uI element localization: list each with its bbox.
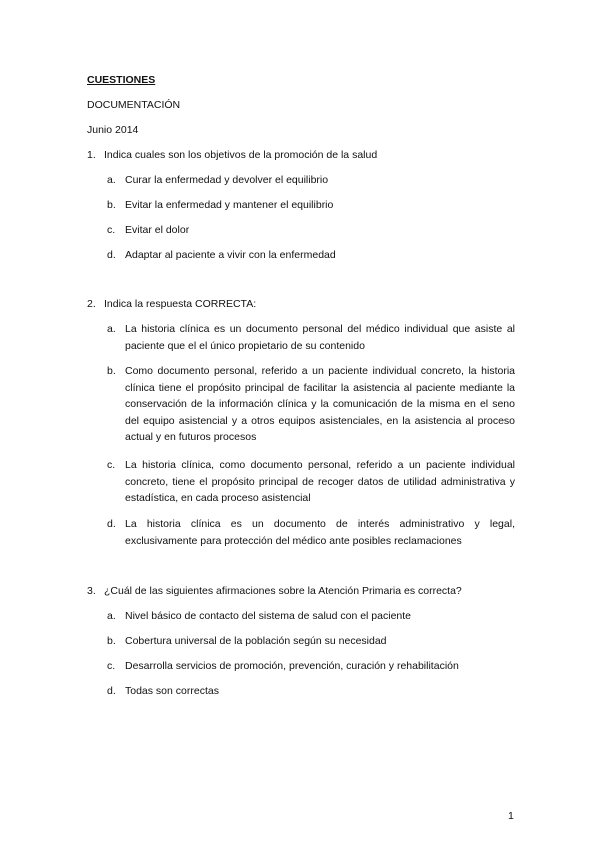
option-text: La historia clínica, como documento personal, referido a un paciente individual concreto, tiene el propósito principal de recoger datos de utilidad administrativa y estadística, en cada proceso asistencial bbox=[125, 459, 515, 504]
option-letter: d. bbox=[107, 249, 116, 261]
option-letter: d. bbox=[107, 685, 116, 697]
option-letter: a. bbox=[107, 610, 116, 622]
page-number: 1 bbox=[508, 810, 514, 822]
option-text: La historia clínica es un documento personal del médico individual que asiste al paciente que el el único propietario de su contenido bbox=[125, 323, 515, 352]
question-number: 2. bbox=[87, 298, 96, 310]
document-date: Junio 2014 bbox=[87, 124, 139, 136]
option-letter: c. bbox=[107, 459, 116, 471]
option-letter: c. bbox=[107, 224, 116, 236]
option-text: Desarrolla servicios de promoción, prevención, curación y rehabilitación bbox=[125, 660, 459, 672]
option-letter: b. bbox=[107, 199, 116, 211]
question-number: 3. bbox=[87, 585, 96, 597]
option-letter: b. bbox=[107, 635, 116, 647]
option-letter: b. bbox=[107, 365, 116, 377]
option-text: Cobertura universal de la población según su necesidad bbox=[125, 635, 387, 647]
option-text: Como documento personal, referido a un paciente individual concreto, la historia clínica tiene el propósito principal de facilitar la asistencia al paciente mediante la conservación de la información clínica y la comunicación de la misma en el seno del equipo asistencial y a otros equipos asistenciales, en la asistencia al proceso actual y en futuros procesos bbox=[125, 365, 515, 443]
option-text: Evitar la enfermedad y mantener el equilibrio bbox=[125, 199, 334, 211]
option-text: Todas son correctas bbox=[125, 685, 219, 697]
document-subject: DOCUMENTACIÓN bbox=[87, 99, 181, 111]
option-text: Evitar el dolor bbox=[125, 224, 190, 236]
option-letter: c. bbox=[107, 660, 116, 672]
question-text: Indica cuales son los objetivos de la promoción de la salud bbox=[104, 149, 378, 161]
document-title: CUESTIONES bbox=[87, 74, 156, 86]
option-text: Adaptar al paciente a vivir con la enfermedad bbox=[125, 249, 336, 261]
option-letter: a. bbox=[107, 174, 116, 186]
question-number: 1. bbox=[87, 149, 96, 161]
option-text: La historia clínica es un documento de interés administrativo y legal, exclusivamente para protección del médico ante posibles reclamaciones bbox=[125, 518, 515, 547]
option-text: Nivel básico de contacto del sistema de salud con el paciente bbox=[125, 610, 412, 622]
option-letter: d. bbox=[107, 518, 116, 530]
question-text: ¿Cuál de las siguientes afirmaciones sobre la Atención Primaria es correcta? bbox=[104, 585, 462, 597]
option-letter: a. bbox=[107, 323, 116, 335]
option-text: Curar la enfermedad y devolver el equilibrio bbox=[125, 174, 329, 186]
question-text: Indica la respuesta CORRECTA: bbox=[104, 298, 257, 310]
